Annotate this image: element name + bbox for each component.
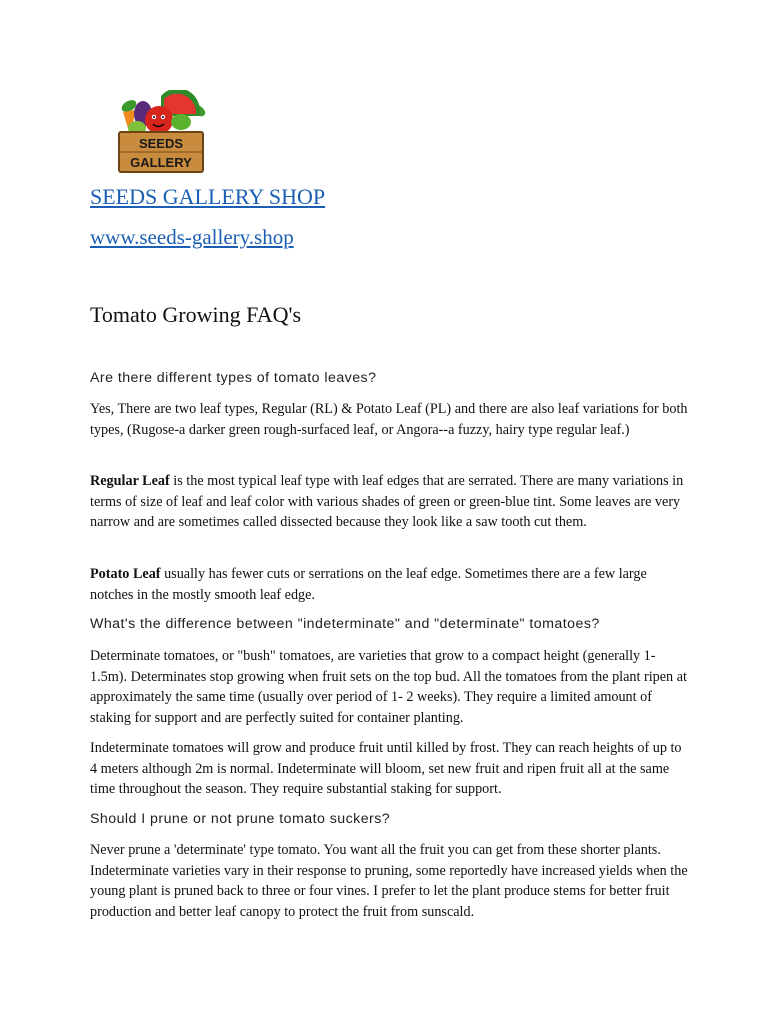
faq-paragraph: [90, 738, 690, 800]
paragraph-text: Yes, There are two leaf types, Regular (RL) & Potato Leaf (PL) and there are also leaf variations for both types, (Rugose-a darker green rough-surfaced leaf, or Angora--a fuzzy, hairy type regular leaf.): [90, 401, 688, 438]
paragraph-text: Never prune a 'determinate' type tomato. You want all the fruit you can get from these shorter plants. Indeterminate varieties vary in their response to pruning, some reportedly have increased yields when the young plant is pruned back to three or four vines. I prefer to let the plant produce stems for better fruit production and better leaf canopy to protect the fruit from sunscald.: [90, 842, 688, 921]
paragraph-text: usually has fewer cuts or serrations on the leaf edge. Sometimes there are a few large notches in the mostly smooth leaf edge.: [90, 566, 647, 603]
faq-paragraph: [90, 471, 690, 533]
logo-text-gallery: GALLERY: [130, 155, 192, 170]
logo-graphic: [113, 90, 208, 174]
faq-question: Are there different types of tomato leaves?: [90, 370, 377, 386]
paragraph-lead: Regular Leaf: [90, 473, 170, 489]
paragraph-lead: Potato Leaf: [90, 566, 161, 582]
shop-name-link[interactable]: SEEDS GALLERY SHOP: [90, 184, 326, 209]
faq-paragraph: [90, 840, 690, 923]
tomato-shape: [145, 106, 173, 134]
tomato-pupil: [162, 116, 164, 118]
document-title: Tomato Growing FAQ's: [90, 302, 302, 327]
faq-paragraph: [90, 399, 690, 440]
paragraph-text: Determinate tomatoes, or "bush" tomatoes, are varieties that grow to a compact height (generally 1-1.5m). Determinates stop growing when fruit sets on the top bud. All the tomatoes from the plant ripen at approximately the same time (usually over period of 1- 2 weeks). They require a limited amount of staking for support and are perfectly suited for container planting.: [90, 648, 687, 727]
logo-text-seeds: SEEDS: [138, 136, 184, 151]
paragraph-text: Indeterminate tomatoes will grow and produce fruit until killed by frost. They can reach heights of up to 4 meters although 2m is normal. Indeterminate will bloom, set new fruit and ripen fruit all at the same time throughout the season. They require substantial staking for support.: [90, 740, 682, 798]
faq-question: Should I prune or not prune tomato suckers?: [90, 811, 391, 827]
faq-paragraph: [90, 646, 690, 729]
seeds-gallery-logo: [113, 90, 208, 174]
tomato-pupil: [153, 116, 155, 118]
pepper-shape: [171, 114, 191, 130]
faq-paragraph: [90, 564, 690, 605]
paragraph-text: is the most typical leaf type with leaf edges that are serrated. There are many variations in terms of size of leaf and leaf color with various shades of green or green-blue tint. Some leaves are very narrow and are sometimes called dissected because they look like a saw tooth cut them.: [90, 473, 684, 531]
faq-question: What's the difference between "indeterminate" and "determinate" tomatoes?: [90, 616, 600, 632]
shop-url-link[interactable]: www.seeds-gallery.shop: [90, 225, 294, 249]
